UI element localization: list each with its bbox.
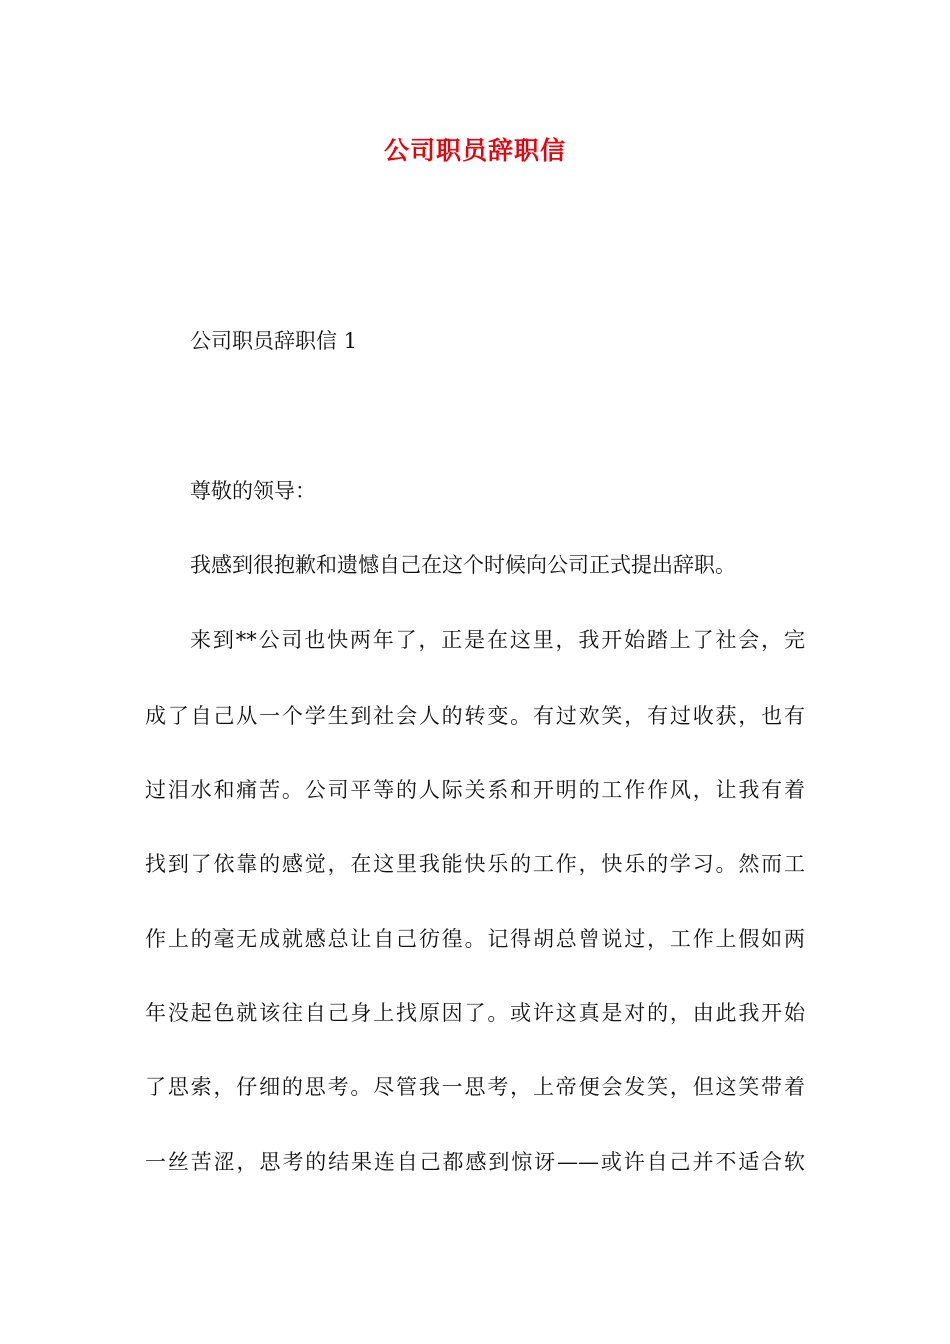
document-title: 公司职员辞职信 [383,136,566,165]
paragraph-line: 成了自己从一个学生到社会人的转变。有过欢笑，有过收获，也有 [145,704,805,728]
paragraph-line: 年没起色就该往自己身上找原因了。或许这真是对的，由此我开始 [145,1001,805,1025]
paragraph-line: 一丝苦涩，思考的结果连自己都感到惊讶——或许自己并不适合软 [145,1150,805,1174]
letter-heading: 公司职员辞职信 1 [190,329,358,353]
paragraph-line: 找到了依靠的感觉，在这里我能快乐的工作，快乐的学习。然而工 [145,852,805,876]
paragraph-line: 了思索，仔细的思考。尽管我一思考，上帝便会发笑，但这笑带着 [145,1075,805,1099]
salutation: 尊敬的领导： [190,479,316,503]
paragraph-line: 过泪水和痛苦。公司平等的人际关系和开明的工作作风，让我有着 [145,778,805,802]
paragraph-line: 来到**公司也快两年了，正是在这里，我开始踏上了社会，完 [190,628,805,652]
paragraph-line: 我感到很抱歉和遗憾自己在这个时候向公司正式提出辞职。 [190,553,736,577]
paragraph-line: 作上的毫无成就感总让自己彷徨。记得胡总曾说过，工作上假如两 [145,927,805,951]
